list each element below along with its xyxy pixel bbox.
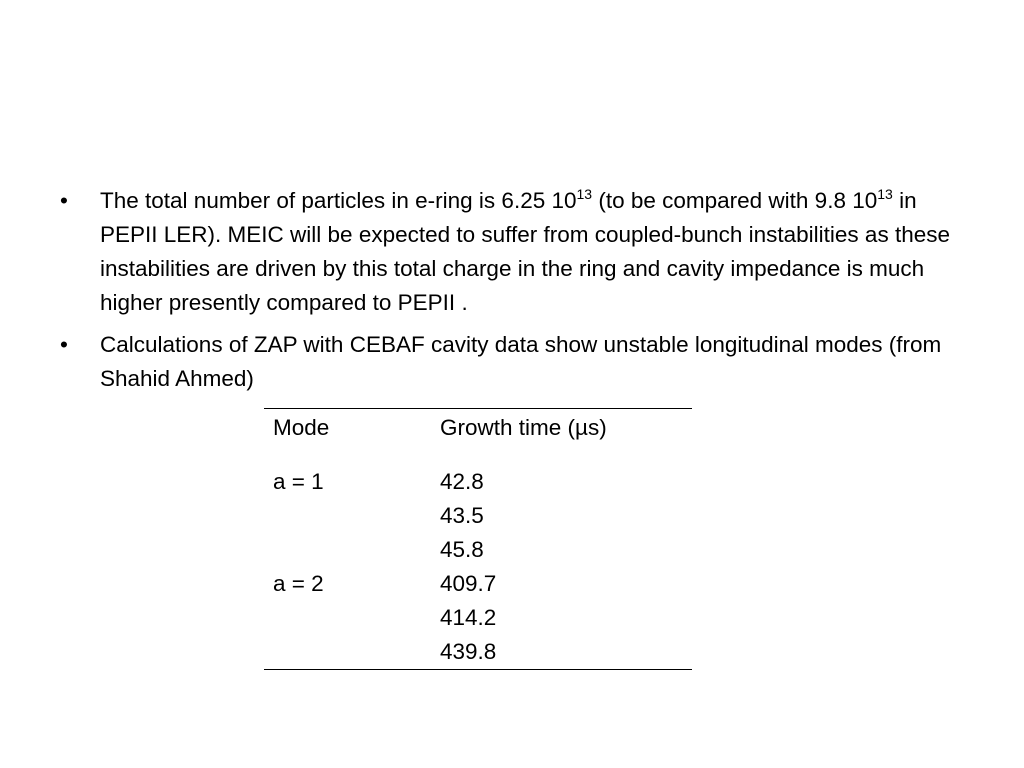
exponent: 13 bbox=[576, 186, 593, 202]
table-row bbox=[264, 465, 692, 499]
bullet-text: Calculations of ZAP with CEBAF cavity data show unstable longitudinal modes (from Shahid Ahmed) bbox=[100, 332, 942, 391]
growth-time-table bbox=[264, 408, 692, 670]
bullet-list bbox=[60, 184, 960, 404]
column-header-mode: Mode bbox=[264, 409, 431, 466]
table-row bbox=[264, 635, 692, 670]
bullet-text-part: (to be compared with 9.8 10 bbox=[592, 188, 878, 213]
table-cell-mode: a = 1 bbox=[273, 469, 324, 494]
table-header-row bbox=[264, 409, 692, 466]
table-row bbox=[264, 601, 692, 635]
table-cell-growth-time: 45.8 bbox=[440, 537, 484, 562]
exponent: 13 bbox=[877, 186, 893, 202]
table-cell-growth-time: 42.8 bbox=[440, 469, 484, 494]
table-row bbox=[264, 567, 692, 601]
bullet-item-particles bbox=[60, 184, 960, 320]
bullet-text-part: The total number of particles in e-ring is 6.25 10 bbox=[100, 188, 577, 213]
table-cell-growth-time: 439.8 bbox=[431, 635, 692, 670]
table-cell-growth-time: 43.5 bbox=[440, 503, 484, 528]
bullet-marker: • bbox=[60, 188, 68, 213]
table-row bbox=[264, 533, 692, 567]
bullet-text-part: in PEPII LER). MEIC will be expected to suffer from coupled-bunch instabilities as these instabilities are driven by this total charge in the ring and cavity impedance is much higher presently compared to PEPII . bbox=[100, 188, 950, 315]
bullet-marker: • bbox=[60, 332, 68, 357]
table-cell-mode bbox=[264, 601, 431, 635]
table-cell-mode bbox=[264, 533, 431, 567]
bullet-item-calculations bbox=[60, 328, 960, 396]
table-cell-growth-time: 414.2 bbox=[440, 605, 497, 630]
table-cell-mode bbox=[264, 635, 431, 670]
column-header-growth-time: Growth time (µs) bbox=[431, 409, 692, 466]
table-row bbox=[264, 499, 692, 533]
table-cell-growth-time: 409.7 bbox=[440, 571, 497, 596]
table-cell-mode bbox=[264, 499, 431, 533]
table-cell-mode: a = 2 bbox=[273, 571, 324, 596]
